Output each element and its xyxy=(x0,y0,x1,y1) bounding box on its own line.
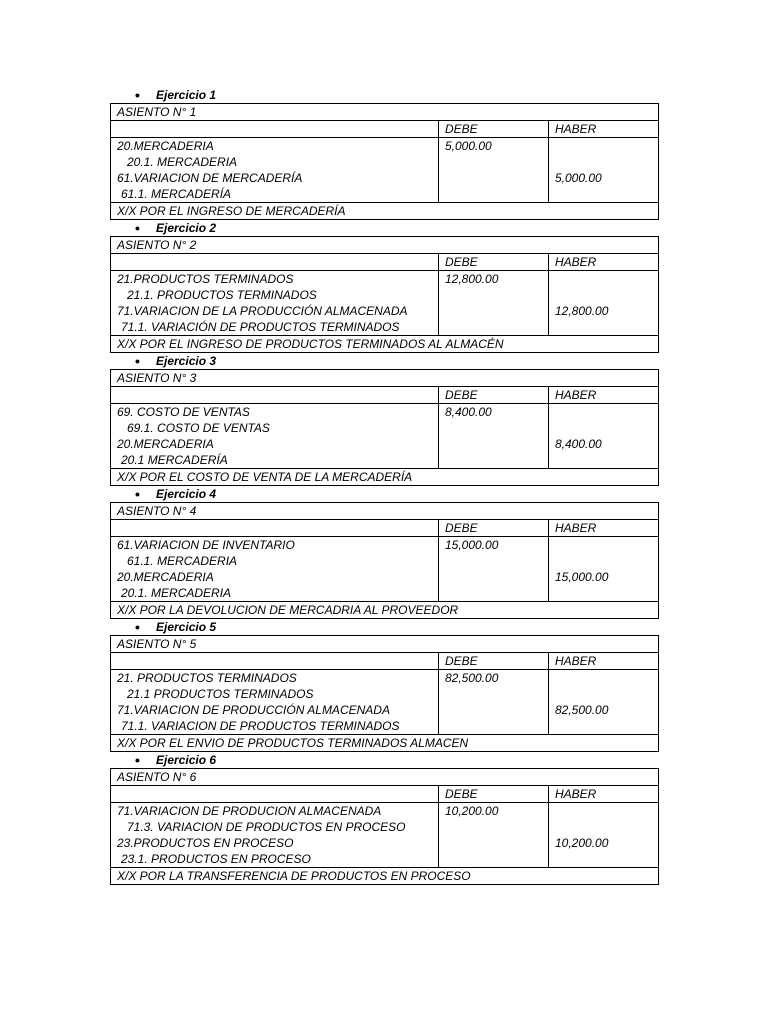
debe-column-header: DEBE xyxy=(439,786,549,803)
debe-cell xyxy=(439,404,549,469)
haber-cell xyxy=(549,138,659,203)
account-line: 69.1. COSTO DE VENTAS xyxy=(127,421,270,435)
bullet-icon: • xyxy=(135,353,140,369)
debe-cell xyxy=(439,138,549,203)
account-line: 71.1. VARIACION DE PRODUCTOS TERMINADOS xyxy=(121,719,400,733)
asiento-number: ASIENTO N° 5 xyxy=(111,636,659,653)
account-line: 21.1 PRODUCTOS TERMINADOS xyxy=(127,687,314,701)
debe-cell xyxy=(439,537,549,602)
haber-column-header: HABER xyxy=(549,254,659,271)
glosa-text: X/X POR EL ENVIO DE PRODUCTOS TERMINADOS ALMACEN xyxy=(111,735,659,752)
bullet-icon: • xyxy=(135,87,140,103)
ejercicio-section xyxy=(110,220,658,353)
ejercicio-heading xyxy=(110,619,658,635)
debe-cell xyxy=(439,803,549,868)
glosa-text: X/X POR EL COSTO DE VENTA DE LA MERCADERÍA xyxy=(111,469,659,486)
asiento-table xyxy=(110,635,659,752)
account-line: 20.MERCADERIA xyxy=(117,570,214,584)
ejercicio-title: Ejercicio 1 xyxy=(156,88,217,102)
account-line: 61.VARIACION DE INVENTARIO xyxy=(117,538,295,552)
account-column-header xyxy=(111,653,439,670)
debe-amount: 5,000.00 xyxy=(445,139,492,153)
asiento-number: ASIENTO N° 6 xyxy=(111,769,659,786)
debe-amount: 12,800.00 xyxy=(445,272,499,286)
haber-column-header: HABER xyxy=(549,653,659,670)
haber-cell xyxy=(549,803,659,868)
accounts-cell xyxy=(111,803,439,868)
accounts-cell xyxy=(111,670,439,735)
account-line: 20.1. MERCADERIA xyxy=(127,155,238,169)
ejercicio-heading xyxy=(110,220,658,236)
glosa-text: X/X POR LA DEVOLUCION DE MERCADRIA AL PROVEEDOR xyxy=(111,602,659,619)
ejercicio-section xyxy=(110,752,658,885)
account-line: 61.VARIACION DE MERCADERÍA xyxy=(117,171,303,185)
account-line: 21. PRODUCTOS TERMINADOS xyxy=(117,671,297,685)
ejercicio-section xyxy=(110,486,658,619)
ejercicio-section xyxy=(110,87,658,220)
account-column-header xyxy=(111,254,439,271)
haber-amount: 15,000.00 xyxy=(555,570,609,584)
debe-amount: 15,000.00 xyxy=(445,538,499,552)
haber-column-header: HABER xyxy=(549,520,659,537)
asiento-number: ASIENTO N° 3 xyxy=(111,370,659,387)
debe-amount: 10,200.00 xyxy=(445,804,499,818)
account-line: 71.VARIACION DE PRODUCCIÓN ALMACENADA xyxy=(117,703,390,717)
ejercicio-heading xyxy=(110,87,658,103)
accounts-cell xyxy=(111,271,439,336)
account-line: 21.1. PRODUCTOS TERMINADOS xyxy=(127,288,317,302)
bullet-icon: • xyxy=(135,752,140,768)
document-page xyxy=(110,87,658,885)
asiento-table xyxy=(110,236,659,353)
debe-column-header: DEBE xyxy=(439,520,549,537)
ejercicio-title: Ejercicio 4 xyxy=(156,487,217,501)
ejercicio-section xyxy=(110,353,658,486)
bullet-icon: • xyxy=(135,220,140,236)
account-column-header xyxy=(111,786,439,803)
ejercicio-title: Ejercicio 3 xyxy=(156,354,217,368)
haber-column-header: HABER xyxy=(549,786,659,803)
debe-amount: 82,500.00 xyxy=(445,671,499,685)
haber-amount: 10,200.00 xyxy=(555,836,609,850)
asiento-table xyxy=(110,369,659,486)
asiento-number: ASIENTO N° 2 xyxy=(111,237,659,254)
haber-column-header: HABER xyxy=(549,387,659,404)
account-line: 71.VARIACION DE PRODUCION ALMACENADA xyxy=(117,804,382,818)
debe-column-header: DEBE xyxy=(439,254,549,271)
debe-column-header: DEBE xyxy=(439,387,549,404)
haber-amount: 12,800.00 xyxy=(555,304,609,318)
account-column-header xyxy=(111,121,439,138)
account-line: 20.MERCADERIA xyxy=(117,437,214,451)
haber-amount: 5,000.00 xyxy=(555,171,602,185)
haber-cell xyxy=(549,404,659,469)
account-column-header xyxy=(111,387,439,404)
haber-cell xyxy=(549,670,659,735)
accounts-cell xyxy=(111,138,439,203)
accounts-cell xyxy=(111,404,439,469)
debe-column-header: DEBE xyxy=(439,121,549,138)
haber-column-header: HABER xyxy=(549,121,659,138)
haber-cell xyxy=(549,537,659,602)
account-line: 69. COSTO DE VENTAS xyxy=(117,405,250,419)
ejercicio-heading xyxy=(110,353,658,369)
account-line: 23.PRODUCTOS EN PROCESO xyxy=(117,836,294,850)
account-line: 61.1. MERCADERÍA xyxy=(121,187,232,201)
glosa-text: X/X POR LA TRANSFERENCIA DE PRODUCTOS EN PROCESO xyxy=(111,868,659,885)
bullet-icon: • xyxy=(135,486,140,502)
haber-amount: 8,400.00 xyxy=(555,437,602,451)
asiento-table xyxy=(110,768,659,885)
asiento-number: ASIENTO N° 4 xyxy=(111,503,659,520)
haber-cell xyxy=(549,271,659,336)
account-column-header xyxy=(111,520,439,537)
bullet-icon: • xyxy=(135,619,140,635)
asiento-table xyxy=(110,502,659,619)
account-line: 20.1. MERCADERIA xyxy=(121,586,232,600)
ejercicio-title: Ejercicio 5 xyxy=(156,620,217,634)
account-line: 21.PRODUCTOS TERMINADOS xyxy=(117,272,294,286)
account-line: 71.VARIACION DE LA PRODUCCIÓN ALMACENADA xyxy=(117,304,408,318)
debe-column-header: DEBE xyxy=(439,653,549,670)
glosa-text: X/X POR EL INGRESO DE PRODUCTOS TERMINADOS AL ALMACÉN xyxy=(111,336,659,353)
haber-amount: 82,500.00 xyxy=(555,703,609,717)
debe-amount: 8,400.00 xyxy=(445,405,492,419)
account-line: 61.1. MERCADERIA xyxy=(127,554,238,568)
asiento-table xyxy=(110,103,659,220)
ejercicio-heading xyxy=(110,486,658,502)
ejercicio-section xyxy=(110,619,658,752)
account-line: 23.1. PRODUCTOS EN PROCESO xyxy=(121,852,311,866)
account-line: 20.MERCADERIA xyxy=(117,139,214,153)
debe-cell xyxy=(439,670,549,735)
ejercicio-title: Ejercicio 2 xyxy=(156,221,217,235)
ejercicio-heading xyxy=(110,752,658,768)
debe-cell xyxy=(439,271,549,336)
account-line: 71.1. VARIACIÓN DE PRODUCTOS TERMINADOS xyxy=(121,320,400,334)
glosa-text: X/X POR EL INGRESO DE MERCADERÍA xyxy=(111,203,659,220)
account-line: 71.3. VARIACION DE PRODUCTOS EN PROCESO xyxy=(127,820,406,834)
ejercicio-title: Ejercicio 6 xyxy=(156,753,217,767)
asiento-number: ASIENTO N° 1 xyxy=(111,104,659,121)
account-line: 20.1 MERCADERÍA xyxy=(121,453,228,467)
accounts-cell xyxy=(111,537,439,602)
